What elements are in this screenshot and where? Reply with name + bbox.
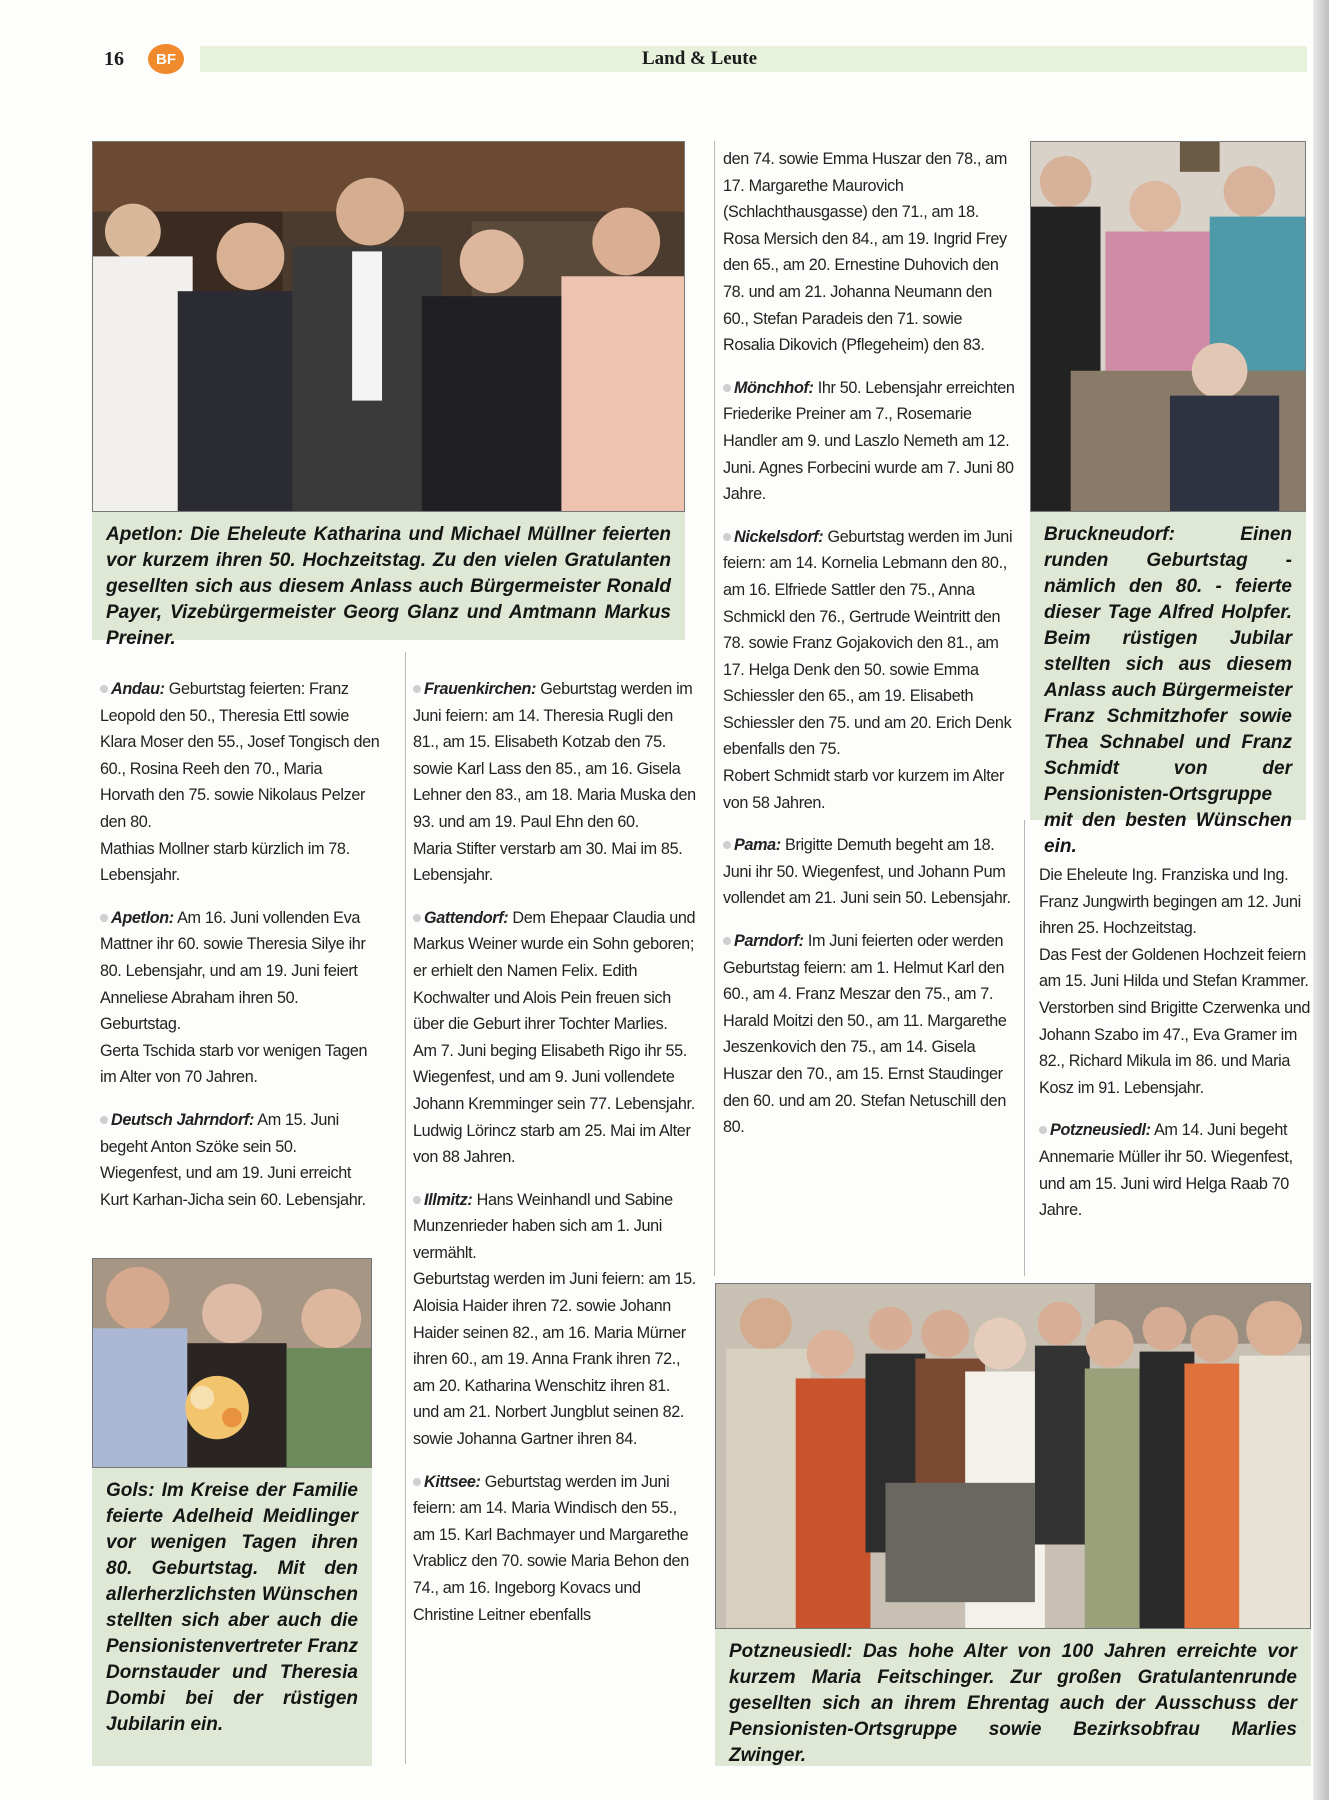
entry-text: Dem Ehepaar Claudia und Markus Weiner wurde ein Sohn geboren; er erhielt den Namen Felix. Edith Kochwalter und Alois Pein freuen sich über die Geburt ihrer Tochter Marlies. bbox=[413, 908, 696, 1034]
place-name: Gattendorf: bbox=[424, 908, 509, 927]
caption-apetlon: Apetlon: Die Eheleute Katharina und Michael Müllner feierten vor kurzem ihren 50. Hochzeitstag. Zu den vielen Gratulanten gesellten sich aus diesem Anlass auch Bürgermeister Ronald Payer, Vizebürgermeister Georg Glanz und Amtmann Markus Preiner. bbox=[92, 512, 685, 640]
column-2 bbox=[413, 676, 697, 1644]
column-1 bbox=[100, 676, 380, 1229]
entry-text: Am 14. Juni begeht Annemarie Müller ihr 50. Wiegenfest, und am 15. Juni wird Helga Raab 70 Jahre. bbox=[1039, 1121, 1293, 1220]
bullet-icon bbox=[723, 841, 731, 849]
bullet-icon bbox=[413, 685, 421, 693]
place-name: Andau: bbox=[111, 680, 165, 698]
column-rule-2 bbox=[714, 141, 715, 1276]
place-name: Illmitz: bbox=[424, 1190, 473, 1209]
entry-extra: Geburtstag werden im Juni feiern: am 15. Aloisia Haider ihren 72. sowie Johann Haider seinen 82., am 16. Maria Mürner ihren 60., am 19. Anna Frank ihren 72., am 20. Katharina Wenschitz ihren 81. und am 21. Norbert Jungblut seinen 82. sowie Johanna Gartner ihren 84. bbox=[413, 1270, 696, 1449]
entry-extra: Gerta Tschida starb vor wenigen Tagen im Alter von 70 Jahren. bbox=[100, 1041, 368, 1087]
entry-gattendorf bbox=[413, 905, 697, 1171]
entry-text: Hans Weinhandl und Sabine Munzenrieder haben sich am 1. Juni vermählt. bbox=[413, 1190, 673, 1262]
entry-moenchhof bbox=[723, 375, 1017, 508]
place-name: Frauenkirchen: bbox=[424, 680, 537, 698]
entry-extra: Robert Schmidt starb vor kurzem im Alter von 58 Jahren. bbox=[723, 767, 1005, 812]
entry-text: den 74. sowie Emma Huszar den 78., am 17. Margarethe Maurovich (Schlachthausgasse) den 71., am 18. Rosa Mersich den 84., am 19. Ingrid Frey den 65., am 20. Ernestine Duhovich den 78. und am 21. Johanna Neumann den 60., Stefan Paradeis den 71. sowie Rosalia Dikovich (Pflegeheim) den 83. bbox=[723, 150, 1007, 355]
place-name: Apetlon: bbox=[111, 908, 174, 927]
entry-kittsee-continued bbox=[723, 146, 1017, 359]
section-title: Land & Leute bbox=[641, 48, 758, 69]
entry-kittsee bbox=[413, 1469, 697, 1629]
place-name: Potzneusiedl: bbox=[1050, 1121, 1151, 1140]
entry-nickelsdorf bbox=[723, 524, 1017, 817]
entry-text: Geburtstag feierten: Franz Leopold den 50., Theresia Ettl sowie Klara Moser den 55., Josef Tongisch den 60., Rosina Reeh den 70., Maria Horvath den 75. sowie Nikolaus Pelzer den 80. bbox=[100, 680, 380, 831]
entry-text: Geburtstag werden im Juni feiern: am 14. Theresia Rugli den 81., am 15. Elisabeth Kotzab den 75. sowie Karl Lass den 85., am 16. Gisela Lehner den 83., am 18. Maria Muska den 93. und am 19. Paul Ehn den 60. bbox=[413, 680, 696, 831]
caption-gols: Gols: Im Kreise der Familie feierte Adelheid Meidlinger vor wenigen Tagen ihren 80. Geburtstag. Mit den allerherzlichsten Wünschen stellten sich aber auch die Pensionistenvertreter Franz Dornstauder und Theresia Dombi bei der rüstigen Jubilarin ein. bbox=[92, 1468, 372, 1766]
bullet-icon bbox=[100, 1116, 108, 1124]
entry-text: Geburtstag werden im Juni feiern: am 14. Kornelia Lebmann den 80., am 16. Elfriede Sattler den 75., Anna Schmickl den 76., Gertrude Weintritt den 78. sowie Franz Gojakovich den 81., am 17. Helga Denk den 50. sowie Emma Schiessler den 65., am 19. Elisabeth Schiessler den 75. und am 20. Erich Denk ebenfalls den 75. bbox=[723, 527, 1013, 759]
entry-text: Ihr 50. Lebensjahr erreichten Friederike Preiner am 7., Rosemarie Handler am 9. und Laszlo Nemeth am 12. Juni. Agnes Forbecini wurde am 7. Juni 80 Jahre. bbox=[723, 378, 1015, 504]
bullet-icon bbox=[100, 914, 108, 922]
entry-text: Am 15. Juni begeht Anton Szöke sein 50. Wiegenfest, und am 19. Juni erreicht Kurt Karhan-Jicha sein 60. Lebensjahr. bbox=[100, 1110, 366, 1209]
entry-andau bbox=[100, 676, 380, 889]
entry-text: Brigitte Demuth begeht am 18. Juni ihr 50. Wiegenfest, und Johann Pum vollendet am 21. Juni sein 50. Lebensjahr. bbox=[723, 836, 1011, 908]
bullet-icon bbox=[413, 914, 421, 922]
bullet-icon bbox=[413, 1196, 421, 1204]
entry-potzneusiedl bbox=[1039, 1117, 1311, 1223]
entry-text: Das Fest der Goldenen Hochzeit feiern am 15. Juni Hilda und Stefan Krammer. bbox=[1039, 945, 1309, 991]
caption-bruckneudorf: Bruckneudorf: Einen runden Geburtstag - nämlich den 80. - feierte dieser Tage Alfred Holpfer. Beim rüstigen Jubilar stellten sich aus diesem Anlass auch Bürgermeister Franz Schmitzhofer sowie Thea Schnabel und Franz Schmidt von der Pensionisten-Ortsgruppe mit den besten Wünschen ein. bbox=[1030, 512, 1306, 820]
entry-frauenkirchen bbox=[413, 676, 697, 889]
entry-illmitz bbox=[413, 1187, 697, 1453]
column-3 bbox=[723, 146, 1017, 1157]
photo-bruckneudorf bbox=[1030, 141, 1306, 512]
place-name: Parndorf: bbox=[734, 932, 804, 951]
entry-extra: Am 7. Juni beging Elisabeth Rigo ihr 55. Wiegenfest, und am 9. Juni vollendete Johann Kremminger sein 77. Lebensjahr. bbox=[413, 1041, 695, 1113]
column-rule-1 bbox=[405, 652, 406, 1764]
entry-extra: Maria Stifter verstarb am 30. Mai im 85. Lebensjahr. bbox=[413, 839, 683, 885]
entry-deutsch-jahrndorf bbox=[100, 1107, 380, 1213]
photo-potzneusiedl bbox=[715, 1283, 1311, 1629]
bullet-icon bbox=[723, 533, 731, 541]
entry-text: Am 16. Juni vollenden Eva Mattner ihr 60. sowie Theresia Silye ihr 80. Lebensjahr, und am 19. Juni feiert Anneliese Abraham ihren 50. Geburtstag. bbox=[100, 908, 366, 1034]
entry-extra-2: Ludwig Lörincz starb am 25. Mai im Alter von 88 Jahren. bbox=[413, 1121, 691, 1167]
entry-text: Im Juni feierten oder werden Geburtstag feiern: am 1. Helmut Karl den 60., am 4. Franz Meszar den 75., am 7. Harald Moitzi den 50., am 11. Margarethe Jeszenkovich den 75., am 14. Gisela Huszar den 70., am 15. Ernst Staudinger den 60. und am 20. Stefan Netuschill den 80. bbox=[723, 932, 1007, 1137]
place-name: Nickelsdorf: bbox=[734, 527, 824, 546]
entry-parndorf bbox=[723, 928, 1017, 1141]
bf-logo-icon: BF bbox=[148, 44, 184, 74]
photo-gols bbox=[92, 1258, 372, 1468]
caption-potzneusiedl: Potzneusiedl: Das hohe Alter von 100 Jahren erreichte vor kurzem Maria Feitschinger. Zur großen Gratulantenrunde gesellten sich an ihrem Ehrentag auch der Ausschuss der Pensionisten-Ortsgruppe sowie Bezirksobfrau Marlies Zwinger. bbox=[715, 1629, 1311, 1766]
bullet-icon bbox=[723, 937, 731, 945]
entry-apetlon bbox=[100, 905, 380, 1091]
photo-apetlon bbox=[92, 141, 685, 512]
place-name: Mönchhof: bbox=[734, 378, 814, 397]
entry-parndorf-continued bbox=[1039, 862, 1311, 1101]
bullet-icon bbox=[1039, 1126, 1047, 1134]
entry-pama bbox=[723, 832, 1017, 912]
entry-text: Verstorben sind Brigitte Czerwenka und Johann Szabo im 47., Eva Gramer im 82., Richard Mikula im 86. und Maria Kosz im 91. Lebensjahr. bbox=[1039, 998, 1311, 1097]
column-4 bbox=[1039, 862, 1311, 1240]
place-name: Deutsch Jahrndorf: bbox=[111, 1110, 254, 1129]
page-edge bbox=[1313, 0, 1329, 1800]
bullet-icon bbox=[100, 685, 108, 693]
bullet-icon bbox=[413, 1478, 421, 1486]
column-rule-3 bbox=[1024, 820, 1025, 1276]
place-name: Pama: bbox=[734, 836, 781, 855]
page-header bbox=[92, 44, 1307, 74]
entry-text: Geburtstag werden im Juni feiern: am 14. Maria Windisch den 55., am 15. Karl Bachmayer und Margarethe Vrablicz den 70. sowie Maria Behon den 74., am 16. Ingeborg Kovacs und Christine Leitner ebenfalls bbox=[413, 1472, 689, 1624]
page-number: 16 bbox=[104, 48, 124, 70]
entry-extra: Mathias Mollner starb kürzlich im 78. Lebensjahr. bbox=[100, 839, 350, 885]
entry-text: Die Eheleute Ing. Franziska und Ing. Franz Jungwirth begingen am 12. Juni ihren 25. Hochzeitstag. bbox=[1039, 866, 1301, 938]
bullet-icon bbox=[723, 384, 731, 392]
place-name: Kittsee: bbox=[424, 1472, 481, 1491]
